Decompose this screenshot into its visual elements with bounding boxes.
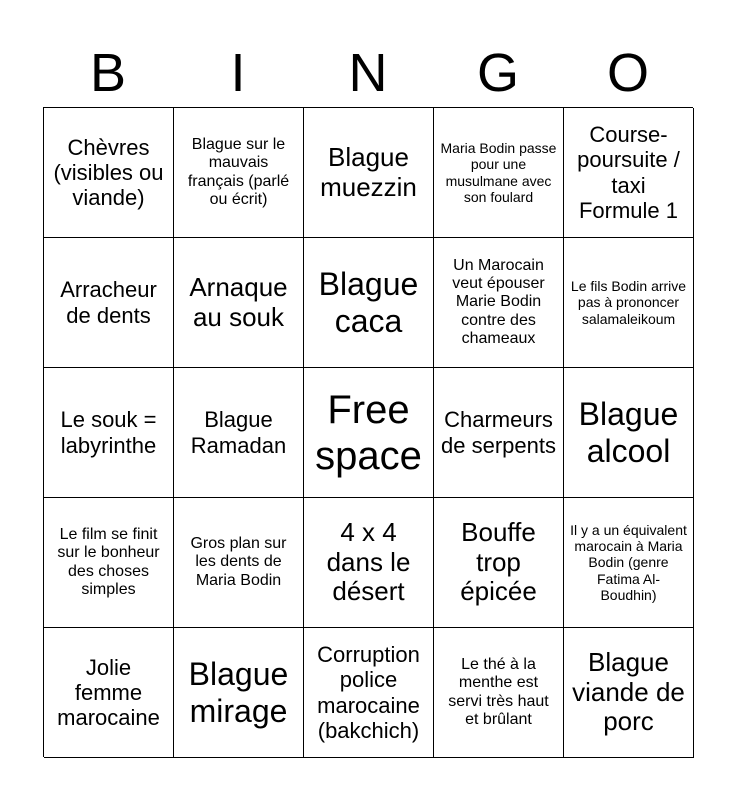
header-letter-b: B (89, 43, 127, 103)
bingo-cell[interactable]: Gros plan sur les dents de Maria Bodin (174, 498, 304, 628)
bingo-cell[interactable]: Arnaque au souk (174, 238, 304, 368)
bingo-cell[interactable]: Blague alcool (564, 368, 694, 498)
header-letter-g: G (476, 43, 519, 103)
bingo-cell[interactable]: Le fils Bodin arrive pas à prononcer salamaleikoum (564, 238, 694, 368)
bingo-cell[interactable]: Course-poursuite / taxi Formule 1 (564, 108, 694, 238)
bingo-cell[interactable]: Il y a un équivalent marocain à Maria Bodin (genre Fatima Al-Boudhin) (564, 498, 694, 628)
header-letter-i: I (230, 43, 246, 103)
header-letter-n: N (348, 43, 388, 103)
bingo-cell[interactable]: Blague sur le mauvais français (parlé ou écrit) (174, 108, 304, 238)
bingo-cell[interactable]: Un Marocain veut épouser Marie Bodin contre des chameaux (434, 238, 564, 368)
bingo-cell[interactable]: Charmeurs de serpents (434, 368, 564, 498)
header-letter-o: O (606, 43, 649, 103)
bingo-grid (43, 107, 693, 757)
bingo-cell[interactable]: 4 x 4 dans le désert (304, 498, 434, 628)
bingo-header (43, 38, 693, 108)
bingo-cell[interactable]: Le thé à la menthe est servi très haut et brûlant (434, 628, 564, 758)
bingo-cell[interactable]: Blague mirage (174, 628, 304, 758)
free-space-cell[interactable]: Free space (304, 368, 434, 498)
bingo-cell[interactable]: Maria Bodin passe pour une musulmane avec son foulard (434, 108, 564, 238)
bingo-cell[interactable]: Blague muezzin (304, 108, 434, 238)
bingo-cell[interactable]: Le souk = labyrinthe (44, 368, 174, 498)
bingo-cell[interactable]: Blague caca (304, 238, 434, 368)
bingo-cell[interactable]: Le film se finit sur le bonheur des choses simples (44, 498, 174, 628)
bingo-cell[interactable]: Blague viande de porc (564, 628, 694, 758)
bingo-cell[interactable]: Blague Ramadan (174, 368, 304, 498)
bingo-cell[interactable]: Arracheur de dents (44, 238, 174, 368)
bingo-cell[interactable]: Corruption police marocaine (bakchich) (304, 628, 434, 758)
bingo-cell[interactable]: Jolie femme marocaine (44, 628, 174, 758)
bingo-cell[interactable]: Bouffe trop épicée (434, 498, 564, 628)
bingo-cell[interactable]: Chèvres (visibles ou viande) (44, 108, 174, 238)
